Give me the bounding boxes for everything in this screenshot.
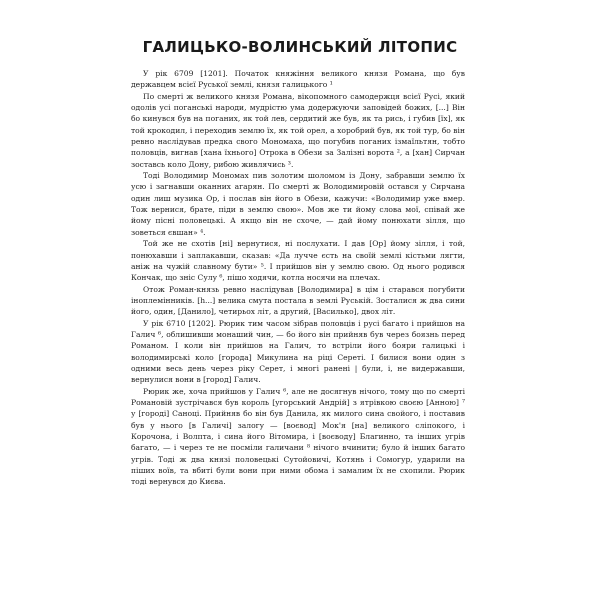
chronicle-title: ГАЛИЦЬКО-ВОЛИНСЬКИЙ ЛІТОПИС [142,38,458,56]
paragraph: Отож Роман-князь ревно наслідував [Володимира] в цім і старався погубити іноплемінників. [h...] велика смута постала в землі Руській. Зосталися ж два сини його, один, [Данило], четирьох літ, а другий, [Василько], двох літ. [131,284,465,317]
paragraph: Рюрик же, хоча прийшов у Галич ⁶, але не досягнув нічого, тому що по смерті Романовій зустрічався був король [угорський Андрій] з ятрівкою своєю [Анною] ⁷ у [городі] Саноці. Прийняв бо він був Данила, як милого сина свойого, і поставив був у нього [в Галичі] залогу — [воєвод] Мок'я [на] великого сліпокого, і Корочона, і Волпта, і сина його Вітомира, і [воєводу] Благинно, та інших угрів багато, — і через те не посміли галичани ⁸ нічого вчинити; було й інших багато угрів. Тоді ж два князі половецькі Сутойовичі, Котянь і Сомогур, ударили на пішиx воїв, та вбиті були вони при ними обома і замалим їх не схопили. Рюрик тоді вернувся до Києва. [131,386,465,487]
paragraph: По смерті ж великого князя Романа, вікопомного самодержця всієї Русі, який одолів усі поганські народи, мудрістю ума додержуючи заповідей божих, [...] Він бо кинувся був на поганих, як той лев, сердитий же був, як та рись, і губив [їх], як той крокодил, і переходив землю їх, як той орел, а хоробрий був, як той тур, бо він ревно наслідував предка свого Мономаха, що погубив поганих ізмаїльтян, тобто половців, вигнав [хана їхнього] Отрока в Обези за Залізні ворота ², а [хан] Сирчан зоставсь коло Дону, рибою живлячись ³. [131,91,465,169]
paragraph: У рік 6710 [1202]. Рюрик тим часом зібрав половців і русі багато і прийшов на Галич ⁶, облишивши монаший чин, — бо його він прийняв був через боязнь перед Романом. І коли він прийшов на Галич, то встріли його бояри галицькі і володимирські коло [города] Микулина на ріці Сереті. І билися вони один з одними весь день через ріку Серет, і многі ранені | були, і, не видержавши, вернулися вони в [город] Галич. [131,318,465,385]
paragraph: У рік 6709 [1201]. Початок княжіння великого князя Романа, що був державцем всієї Руської землі, князя галицького ¹ [131,69,465,90]
paragraph: Той же не схотів [ні] вернутися, ні послухати. І дав [Ор] йому зілля, і той, понюхавши і заплакавши, сказав: «Да лучче єсть на своїй землі кістьми лягти, аніж на чужій славному бути» ⁵. І прийшов він у землю свою. Од нього родився Кончак, що зніс Сулу ⁶, пішо ходячи, котла носячи на плечах. [131,239,465,283]
chronicle-body [131,68,465,488]
paragraph: Тоді Володимир Мономах пив золотим шоломом із Дону, забравши землю їх усю і загнавши оканних агарян. По смерті ж Володимировій остався у Сирчана один лиш музика Ор, і послав він його в Обези, кажучи: «Володимир уже вмер. Тож вернися, брате, піди в землю свою». Мов же ти йому слова мої, співай же йому пісні половецькі. А якщо він не схоче, — дай йому понюхати зілля, що зоветься євшан» ⁴. [131,171,465,237]
